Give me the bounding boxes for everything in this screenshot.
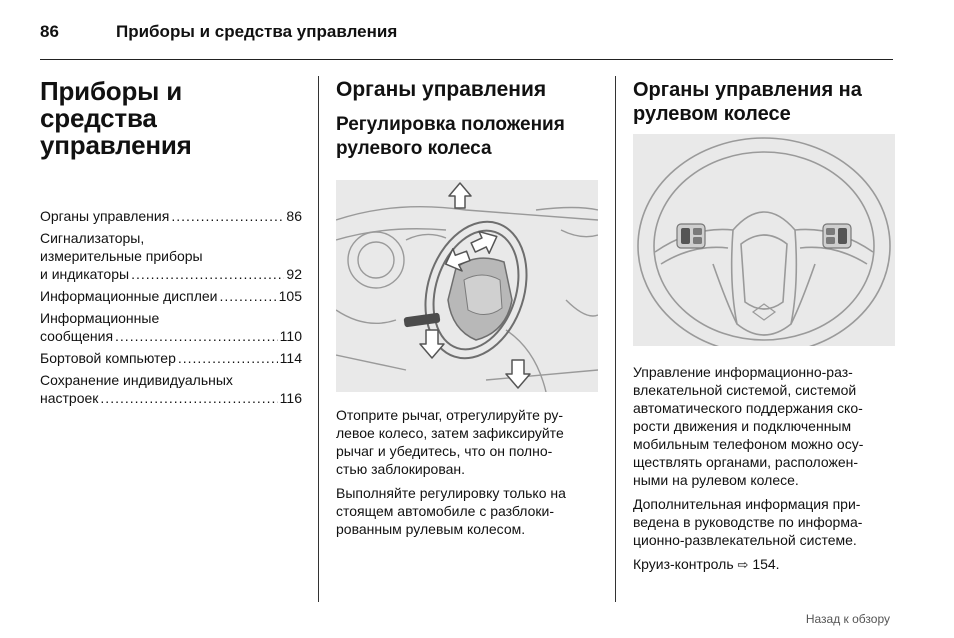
toc-entry-line	[40, 349, 302, 367]
toc-entry-line	[40, 287, 302, 305]
section-heading: Органы управления на рулевом колесе	[633, 79, 862, 125]
toc-entry-title: Бортовой компьютер	[40, 350, 176, 366]
toc-page-number: 86	[286, 208, 302, 224]
toc-entry-text: Сохранение индивидуальных	[40, 372, 233, 388]
paragraph-adjust-warning: Выполняйте регулировку только на стоящем автомобиле с разблоки- рованным рулевым колесом.	[336, 485, 566, 537]
toc-entry-text: Сигнализаторы,	[40, 230, 145, 246]
running-header-title: Приборы и средства управления	[116, 22, 398, 41]
column-wheel-controls	[633, 78, 895, 580]
column-toc	[40, 78, 302, 411]
cross-reference-arrow-icon: ⇨	[737, 557, 749, 572]
toc-entry-text: Информационные	[40, 310, 160, 326]
left-control-cluster	[677, 224, 705, 248]
toc-leader-dots	[131, 265, 284, 283]
toc-page-number: 114	[279, 350, 302, 366]
toc-entry-title: и индикаторы	[40, 266, 130, 282]
column-controls	[336, 78, 600, 544]
toc-page-number: 116	[279, 390, 302, 406]
toc-leader-dots	[171, 207, 284, 225]
toc-entry-line	[40, 207, 302, 225]
toc-entry-text: измерительные приборы	[40, 248, 203, 264]
toc-leader-dots	[115, 327, 278, 345]
toc-entry-title: Органы управления	[40, 208, 170, 224]
toc-entry-title: Информационные дисплеи	[40, 288, 218, 304]
header-rule	[40, 59, 893, 60]
toc-entry-title: сообщения	[40, 328, 114, 344]
steering-adjust-drawing	[336, 180, 598, 392]
toc-entry[interactable]	[40, 309, 302, 345]
toc-entry[interactable]	[40, 229, 302, 283]
paragraph-adjust-instructions: Отоприте рычаг, отрегулируйте ру- левое колесо, затем зафиксируйте рычаг и убедитесь, что он полно- стью заблокирован.	[336, 407, 564, 477]
paragraph-wheel-controls: Управление информационно-раз- влекательной системой, системой автоматического поддержания ско- рости движения и подключенным мобильным телефоном можно осу- ществлять органами, расположен- ными на рулевом колесе.	[633, 364, 864, 488]
paragraph-more-info: Дополнительная информация при- ведена в руководстве по информа- ционно-развлекательной системе.	[633, 496, 863, 548]
toc-page-number: 110	[279, 328, 302, 344]
steering-adjust-illustration	[336, 180, 598, 392]
toc-leader-dots	[100, 389, 277, 407]
page-number: 86	[40, 22, 59, 41]
toc-leader-dots	[178, 349, 278, 367]
toc-entry-line	[40, 389, 302, 407]
section-heading: Органы управления	[336, 78, 547, 101]
toc-entry[interactable]	[40, 207, 302, 225]
toc-entry-line	[40, 327, 302, 345]
toc-entry-title: настроек	[40, 390, 99, 406]
subsection-heading: Регулировка положения рулевого колеса	[336, 114, 565, 159]
steering-wheel-drawing	[633, 134, 895, 346]
cruise-control-reference[interactable]: Круиз-контроль ⇨ 154.	[633, 556, 780, 572]
back-to-overview-link[interactable]: Назад к обзору	[805, 612, 890, 626]
toc-page-number: 92	[286, 266, 302, 282]
right-control-cluster	[823, 224, 851, 248]
toc-leader-dots	[219, 287, 276, 305]
column-divider-1	[318, 76, 319, 602]
chapter-title: Приборы и средства управления	[40, 76, 192, 160]
toc-entry[interactable]	[40, 371, 302, 407]
table-of-contents	[40, 207, 302, 407]
steering-wheel-illustration	[633, 134, 895, 346]
toc-page-number: 105	[278, 288, 302, 304]
toc-entry[interactable]	[40, 349, 302, 367]
toc-entry-line	[40, 265, 302, 283]
column-divider-2	[615, 76, 616, 602]
toc-entry[interactable]	[40, 287, 302, 305]
